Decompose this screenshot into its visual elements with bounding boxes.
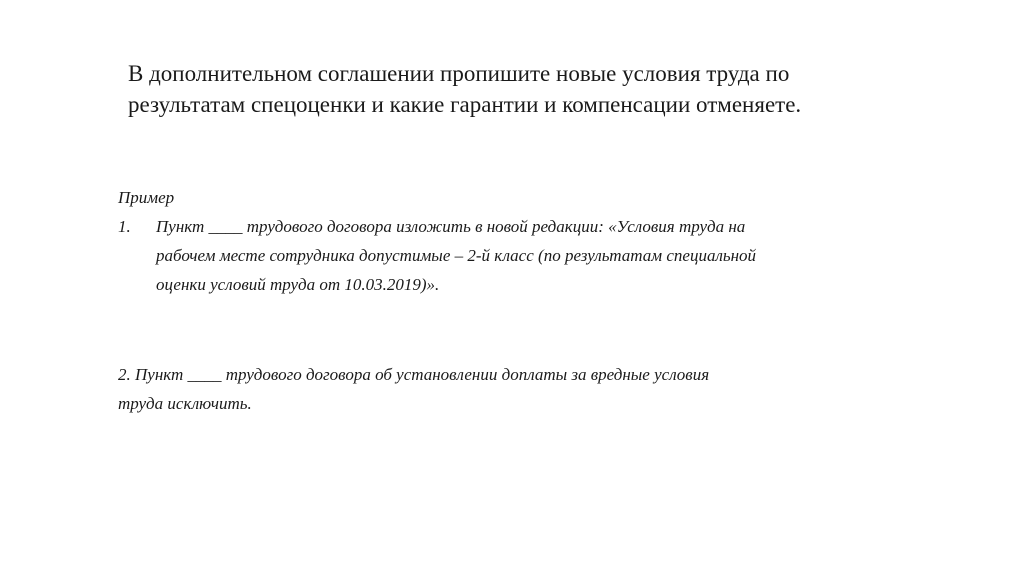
- example-item-2: [118, 360, 938, 418]
- item-2-line-1: 2. Пункт ____ трудового договора об установлении доплаты за вредные условия: [118, 365, 710, 384]
- item-1-line-3: оценки условий труда от 10.03.2019)».: [156, 275, 440, 294]
- example-item-1: [118, 212, 938, 299]
- item-1-line-1: Пункт ____ трудового договора изложить в новой редакции: «Условия труда на: [156, 217, 746, 236]
- heading-line-2: результатам спецоценки и какие гарантии и компенсации отменяете.: [128, 92, 802, 117]
- item-2-line-2: труда исключить.: [118, 394, 252, 413]
- slide-heading: [128, 58, 928, 120]
- example-block: [118, 183, 938, 299]
- item-1-number: 1.: [118, 217, 131, 236]
- item-1-line-2: рабочем месте сотрудника допустимые – 2-й класс (по результатам специальной: [156, 246, 757, 265]
- example-title: Пример: [118, 188, 175, 207]
- heading-line-1: В дополнительном соглашении пропишите новые условия труда по: [128, 61, 790, 86]
